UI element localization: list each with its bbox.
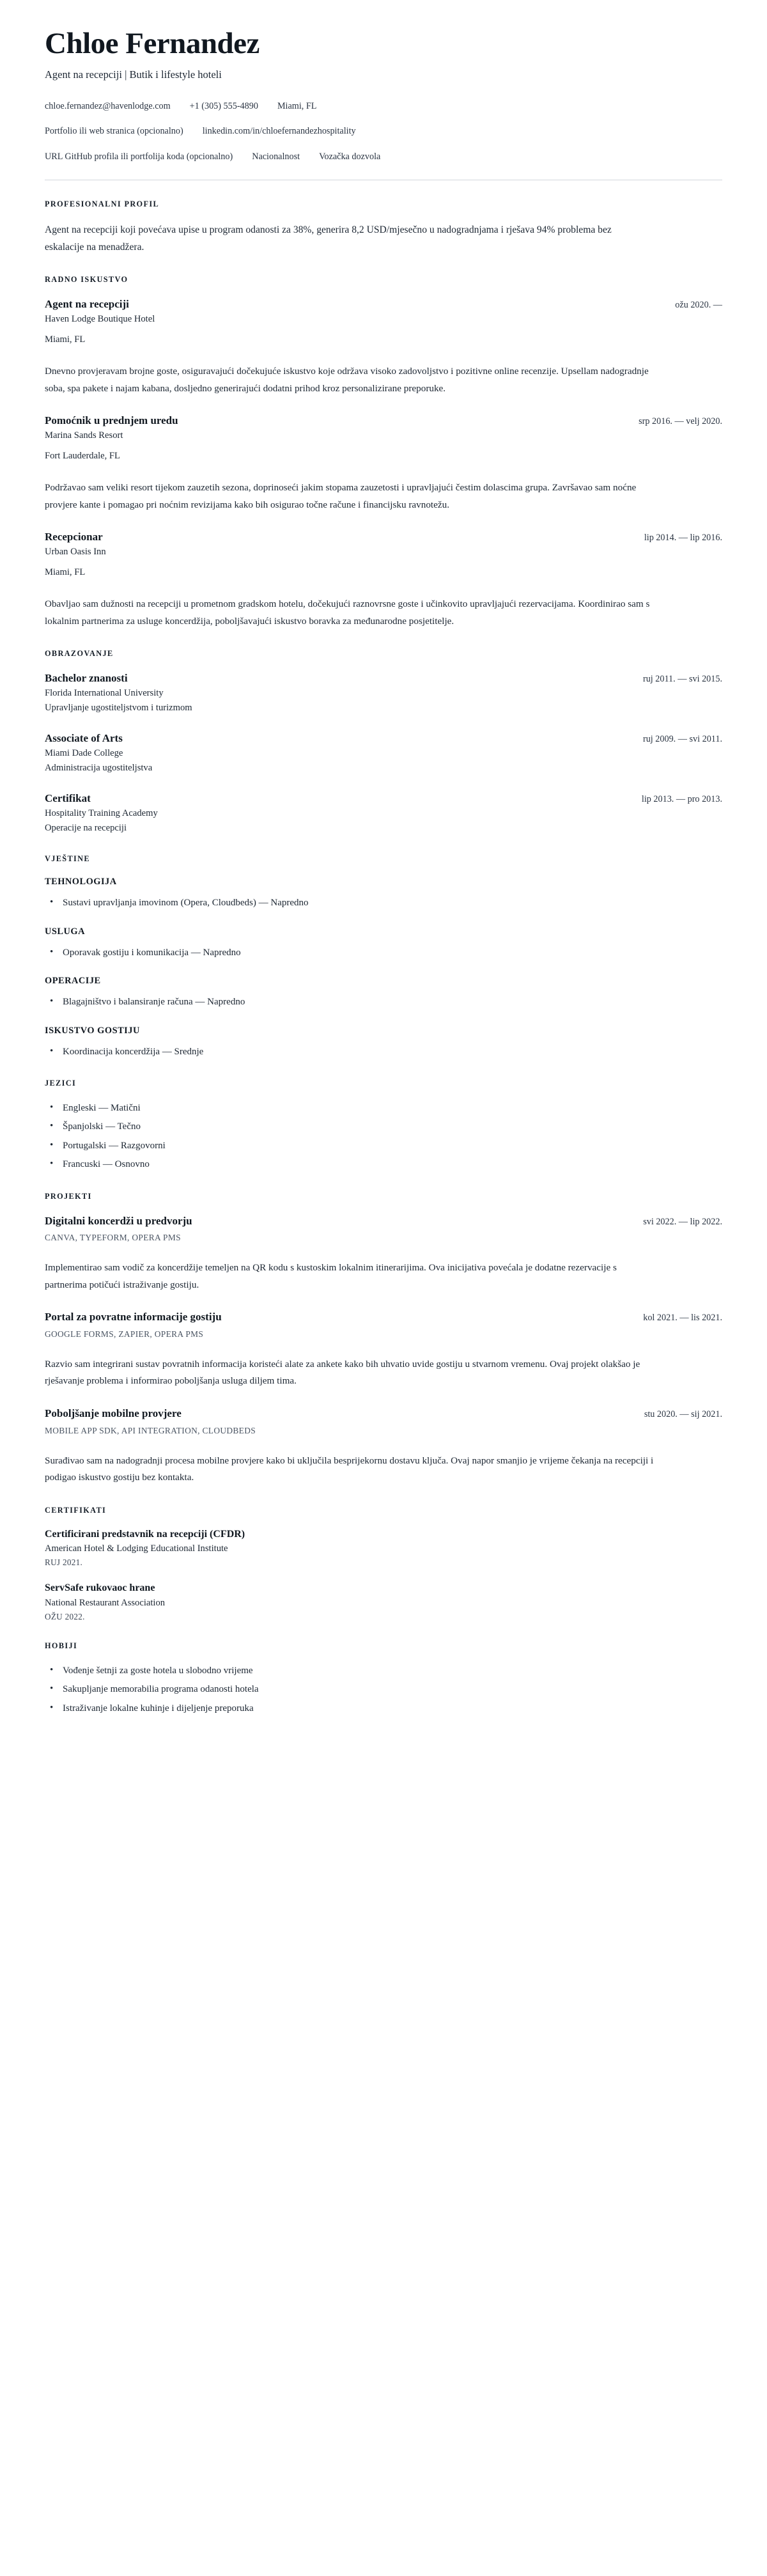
project-description: Implementirao sam vodič za koncerdžije temeljen na QR kodu s kustoskim lokalnim itinerarijima. Ova inicijativa povećala je dodatne rezervacije s partnerima potičući istraživanje gostiju. bbox=[45, 1262, 617, 1290]
section-title-education: OBRAZOVANJE bbox=[45, 649, 114, 659]
candidate-headline: Agent na recepciji | Butik i lifestyle hoteli bbox=[45, 68, 222, 81]
skill-group-title: OPERACIJE bbox=[45, 976, 101, 987]
certificate-entry bbox=[45, 1582, 722, 1622]
certificate-name: ServSafe rukovaoc hrane bbox=[45, 1582, 155, 1594]
section-title-projects: PROJEKTI bbox=[45, 1191, 92, 1201]
skill-list bbox=[45, 995, 722, 1010]
experience-description: Obavljao sam dužnosti na recepciji u prometnom gradskom hotelu, dočekujući raznovrsne goste i učinkovito upravljajući rezervacijama. Koordinirao sam s lokalnim partnerima za usluge koncerdžija, poboljšavajući iskustvo boravka za međunarodne posjetitelje. bbox=[45, 598, 650, 627]
experience-role: Pomoćnik u prednjem uredu bbox=[45, 414, 178, 427]
experience-date: ožu 2020. — bbox=[675, 300, 722, 311]
skill-item: • Blagajništvo i balansiranje računa — Napredno bbox=[45, 995, 722, 1010]
project-stack: MOBILE APP SDK, API INTEGRATION, CLOUDBEDS bbox=[45, 1425, 256, 1435]
education-school: Hospitality Training Academy bbox=[45, 808, 158, 819]
experience-location: Miami, FL bbox=[45, 567, 86, 578]
language-item: • Engleski — Matični bbox=[45, 1101, 722, 1116]
section-title-experience: RADNO ISKUSTVO bbox=[45, 275, 128, 285]
experience-entry-head bbox=[45, 297, 722, 311]
experience-company: Urban Oasis Inn bbox=[45, 547, 106, 558]
skill-group bbox=[45, 926, 722, 960]
contact-line-extra bbox=[45, 151, 722, 163]
experience-role: Recepcionar bbox=[45, 531, 103, 543]
section-projects bbox=[45, 1192, 722, 1487]
section-languages bbox=[45, 1079, 722, 1173]
certificate-entry bbox=[45, 1528, 722, 1568]
project-entry-head bbox=[45, 1407, 722, 1421]
project-entry-head bbox=[45, 1214, 722, 1228]
hobby-item: • Sakupljanje memorabilia programa odanosti hotela bbox=[45, 1682, 722, 1697]
education-field: Upravljanje ugostiteljstvom i turizmom bbox=[45, 703, 192, 714]
contact-github-placeholder[interactable]: URL GitHub profila ili portfolija koda (opcionalno) bbox=[45, 151, 233, 162]
education-entry-head bbox=[45, 671, 722, 685]
certificate-issuer: National Restaurant Association bbox=[45, 1598, 166, 1609]
project-entry bbox=[45, 1407, 722, 1487]
skill-item: • Sustavi upravljanja imovinom (Opera, Cloudbeds) — Napredno bbox=[45, 896, 722, 910]
education-school: Miami Dade College bbox=[45, 748, 123, 759]
certificate-issuer: American Hotel & Lodging Educational Institute bbox=[45, 1543, 228, 1554]
section-title-languages: JEZICI bbox=[45, 1079, 77, 1088]
contact-portfolio-placeholder[interactable]: Portfolio ili web stranica (opcionalno) bbox=[45, 126, 183, 137]
section-title-certificates: CERTIFIKATI bbox=[45, 1505, 107, 1515]
section-title-skills: VJEŠTINE bbox=[45, 854, 90, 864]
section-education bbox=[45, 649, 722, 835]
candidate-name: Chloe Fernandez bbox=[45, 27, 260, 60]
section-title-hobbies: HOBIJI bbox=[45, 1641, 78, 1650]
project-stack: GOOGLE FORMS, ZAPIER, OPERA PMS bbox=[45, 1329, 204, 1339]
experience-date: lip 2014. — lip 2016. bbox=[644, 533, 722, 543]
skill-group-title: TEHNOLOGIJA bbox=[45, 877, 117, 887]
education-date: lip 2013. — pro 2013. bbox=[641, 794, 722, 805]
experience-entry-head bbox=[45, 530, 722, 544]
education-entry-head bbox=[45, 731, 722, 745]
education-entry-head bbox=[45, 792, 722, 806]
education-school: Florida International University bbox=[45, 688, 164, 699]
project-description: Razvio sam integrirani sustav povratnih informacija koristeći alate za ankete kako bih uhvatio uvide gostiju u stvarnom vremenu. Ovaj projekt olakšao je rješavanje problema i informirao poboljšanja usluga diljem tima. bbox=[45, 1359, 640, 1387]
project-name: Poboljšanje mobilne provjere bbox=[45, 1407, 182, 1419]
contact-line-web bbox=[45, 125, 722, 137]
education-degree: Certifikat bbox=[45, 792, 91, 805]
certificate-name: Certificirani predstavnik na recepciji (CFDR) bbox=[45, 1528, 245, 1540]
section-summary bbox=[45, 199, 722, 256]
section-hobbies bbox=[45, 1641, 722, 1716]
contact-nationality: Nacionalnost bbox=[252, 151, 300, 162]
language-item: • Portugalski — Razgovorni bbox=[45, 1139, 722, 1153]
education-field: Administracija ugostiteljstva bbox=[45, 763, 153, 774]
education-entry bbox=[45, 671, 722, 715]
experience-entry bbox=[45, 530, 722, 630]
certificate-date: RUJ 2021. bbox=[45, 1557, 83, 1568]
project-entry-head bbox=[45, 1310, 722, 1324]
experience-location: Miami, FL bbox=[45, 334, 86, 345]
skill-group bbox=[45, 877, 722, 910]
skill-group-title: USLUGA bbox=[45, 926, 85, 937]
experience-entry-head bbox=[45, 414, 722, 428]
education-degree: Bachelor znanosti bbox=[45, 672, 128, 685]
section-certificates bbox=[45, 1506, 722, 1622]
experience-role: Agent na recepciji bbox=[45, 298, 129, 311]
skill-list bbox=[45, 896, 722, 910]
language-item: • Španjolski — Tečno bbox=[45, 1120, 722, 1134]
skill-item: • Oporavak gostiju i komunikacija — Napredno bbox=[45, 946, 722, 960]
contact-location: Miami, FL bbox=[277, 101, 317, 112]
skill-list bbox=[45, 946, 722, 960]
education-degree: Associate of Arts bbox=[45, 732, 123, 745]
project-name: Portal za povratne informacije gostiju bbox=[45, 1311, 222, 1323]
language-list bbox=[45, 1101, 722, 1173]
experience-company: Marina Sands Resort bbox=[45, 430, 123, 441]
education-field: Operacije na recepciji bbox=[45, 823, 127, 834]
project-date: kol 2021. — lis 2021. bbox=[643, 1313, 722, 1323]
skill-list bbox=[45, 1045, 722, 1059]
contact-email[interactable]: chloe.fernandez@havenlodge.com bbox=[45, 101, 171, 112]
summary-text: Agent na recepciji koji povećava upise u program odanosti za 38%, generira 8,2 USD/mjesečno u nadogradnjama i rješava 94% problema bez eskalacije na menadžera. bbox=[45, 224, 612, 253]
project-date: stu 2020. — sij 2021. bbox=[644, 1409, 722, 1419]
experience-entry bbox=[45, 297, 722, 397]
experience-entry bbox=[45, 414, 722, 513]
experience-location: Fort Lauderdale, FL bbox=[45, 451, 120, 462]
contact-linkedin[interactable]: linkedin.com/in/chloefernandezhospitality bbox=[202, 126, 356, 137]
project-stack: CANVA, TYPEFORM, OPERA PMS bbox=[45, 1233, 181, 1243]
education-date: ruj 2011. — svi 2015. bbox=[642, 674, 722, 685]
hobby-item: • Vođenje šetnji za goste hotela u slobodno vrijeme bbox=[45, 1664, 722, 1678]
certificate-date: OŽU 2022. bbox=[45, 1611, 85, 1621]
skill-group bbox=[45, 1026, 722, 1059]
contact-drivers-license: Vozačka dozvola bbox=[319, 151, 381, 162]
section-skills bbox=[45, 854, 722, 1059]
education-date: ruj 2009. — svi 2011. bbox=[642, 734, 722, 745]
resume-header bbox=[45, 28, 722, 163]
education-entry bbox=[45, 731, 722, 775]
contact-phone[interactable]: +1 (305) 555-4890 bbox=[189, 101, 258, 112]
hobby-item: • Istraživanje lokalne kuhinje i dijeljenje preporuka bbox=[45, 1701, 722, 1716]
experience-description: Podržavao sam veliki resort tijekom zauzetih sezona, doprinoseći jakim stopama zauzetosti i upravljajući čestim dolascima grupa. Završavao sam noćne provjere kante i pomagao pri noćnim revizijama kako bih osigurao točne račune i financijsku ravnotežu. bbox=[45, 482, 637, 510]
experience-description: Dnevno provjeravam brojne goste, osiguravajući dočekujuće iskustvo koje održava visoko zadovoljstvo i pozitivne online recenzije. Upsellam nadogradnje soba, spa pakete i najam kabana, dosljedno generirajući dodatni prihod kroz personalizirane preporuke. bbox=[45, 366, 649, 394]
project-description: Surađivao sam na nadogradnji procesa mobilne provjere kako bi uključila besprijekornu dostavu ključa. Ovaj napor smanjio je vrijeme čekanja na recepciji i podigao iskustvo gostiju bez kontakta. bbox=[45, 1455, 654, 1483]
project-date: svi 2022. — lip 2022. bbox=[643, 1216, 722, 1227]
hobby-list bbox=[45, 1664, 722, 1716]
education-entry bbox=[45, 792, 722, 835]
skill-group-title: ISKUSTVO GOSTIJU bbox=[45, 1025, 140, 1036]
section-title-summary: PROFESIONALNI PROFIL bbox=[45, 199, 160, 208]
experience-company: Haven Lodge Boutique Hotel bbox=[45, 314, 155, 325]
project-entry bbox=[45, 1214, 722, 1294]
experience-date: srp 2016. — velj 2020. bbox=[639, 416, 722, 427]
skill-item: • Koordinacija koncerdžija — Srednje bbox=[45, 1045, 722, 1059]
section-experience bbox=[45, 275, 722, 630]
project-entry bbox=[45, 1310, 722, 1390]
project-name: Digitalni koncerdži u predvorju bbox=[45, 1214, 192, 1227]
language-item: • Francuski — Osnovno bbox=[45, 1157, 722, 1172]
skill-group bbox=[45, 976, 722, 1010]
contact-line-primary bbox=[45, 100, 722, 113]
